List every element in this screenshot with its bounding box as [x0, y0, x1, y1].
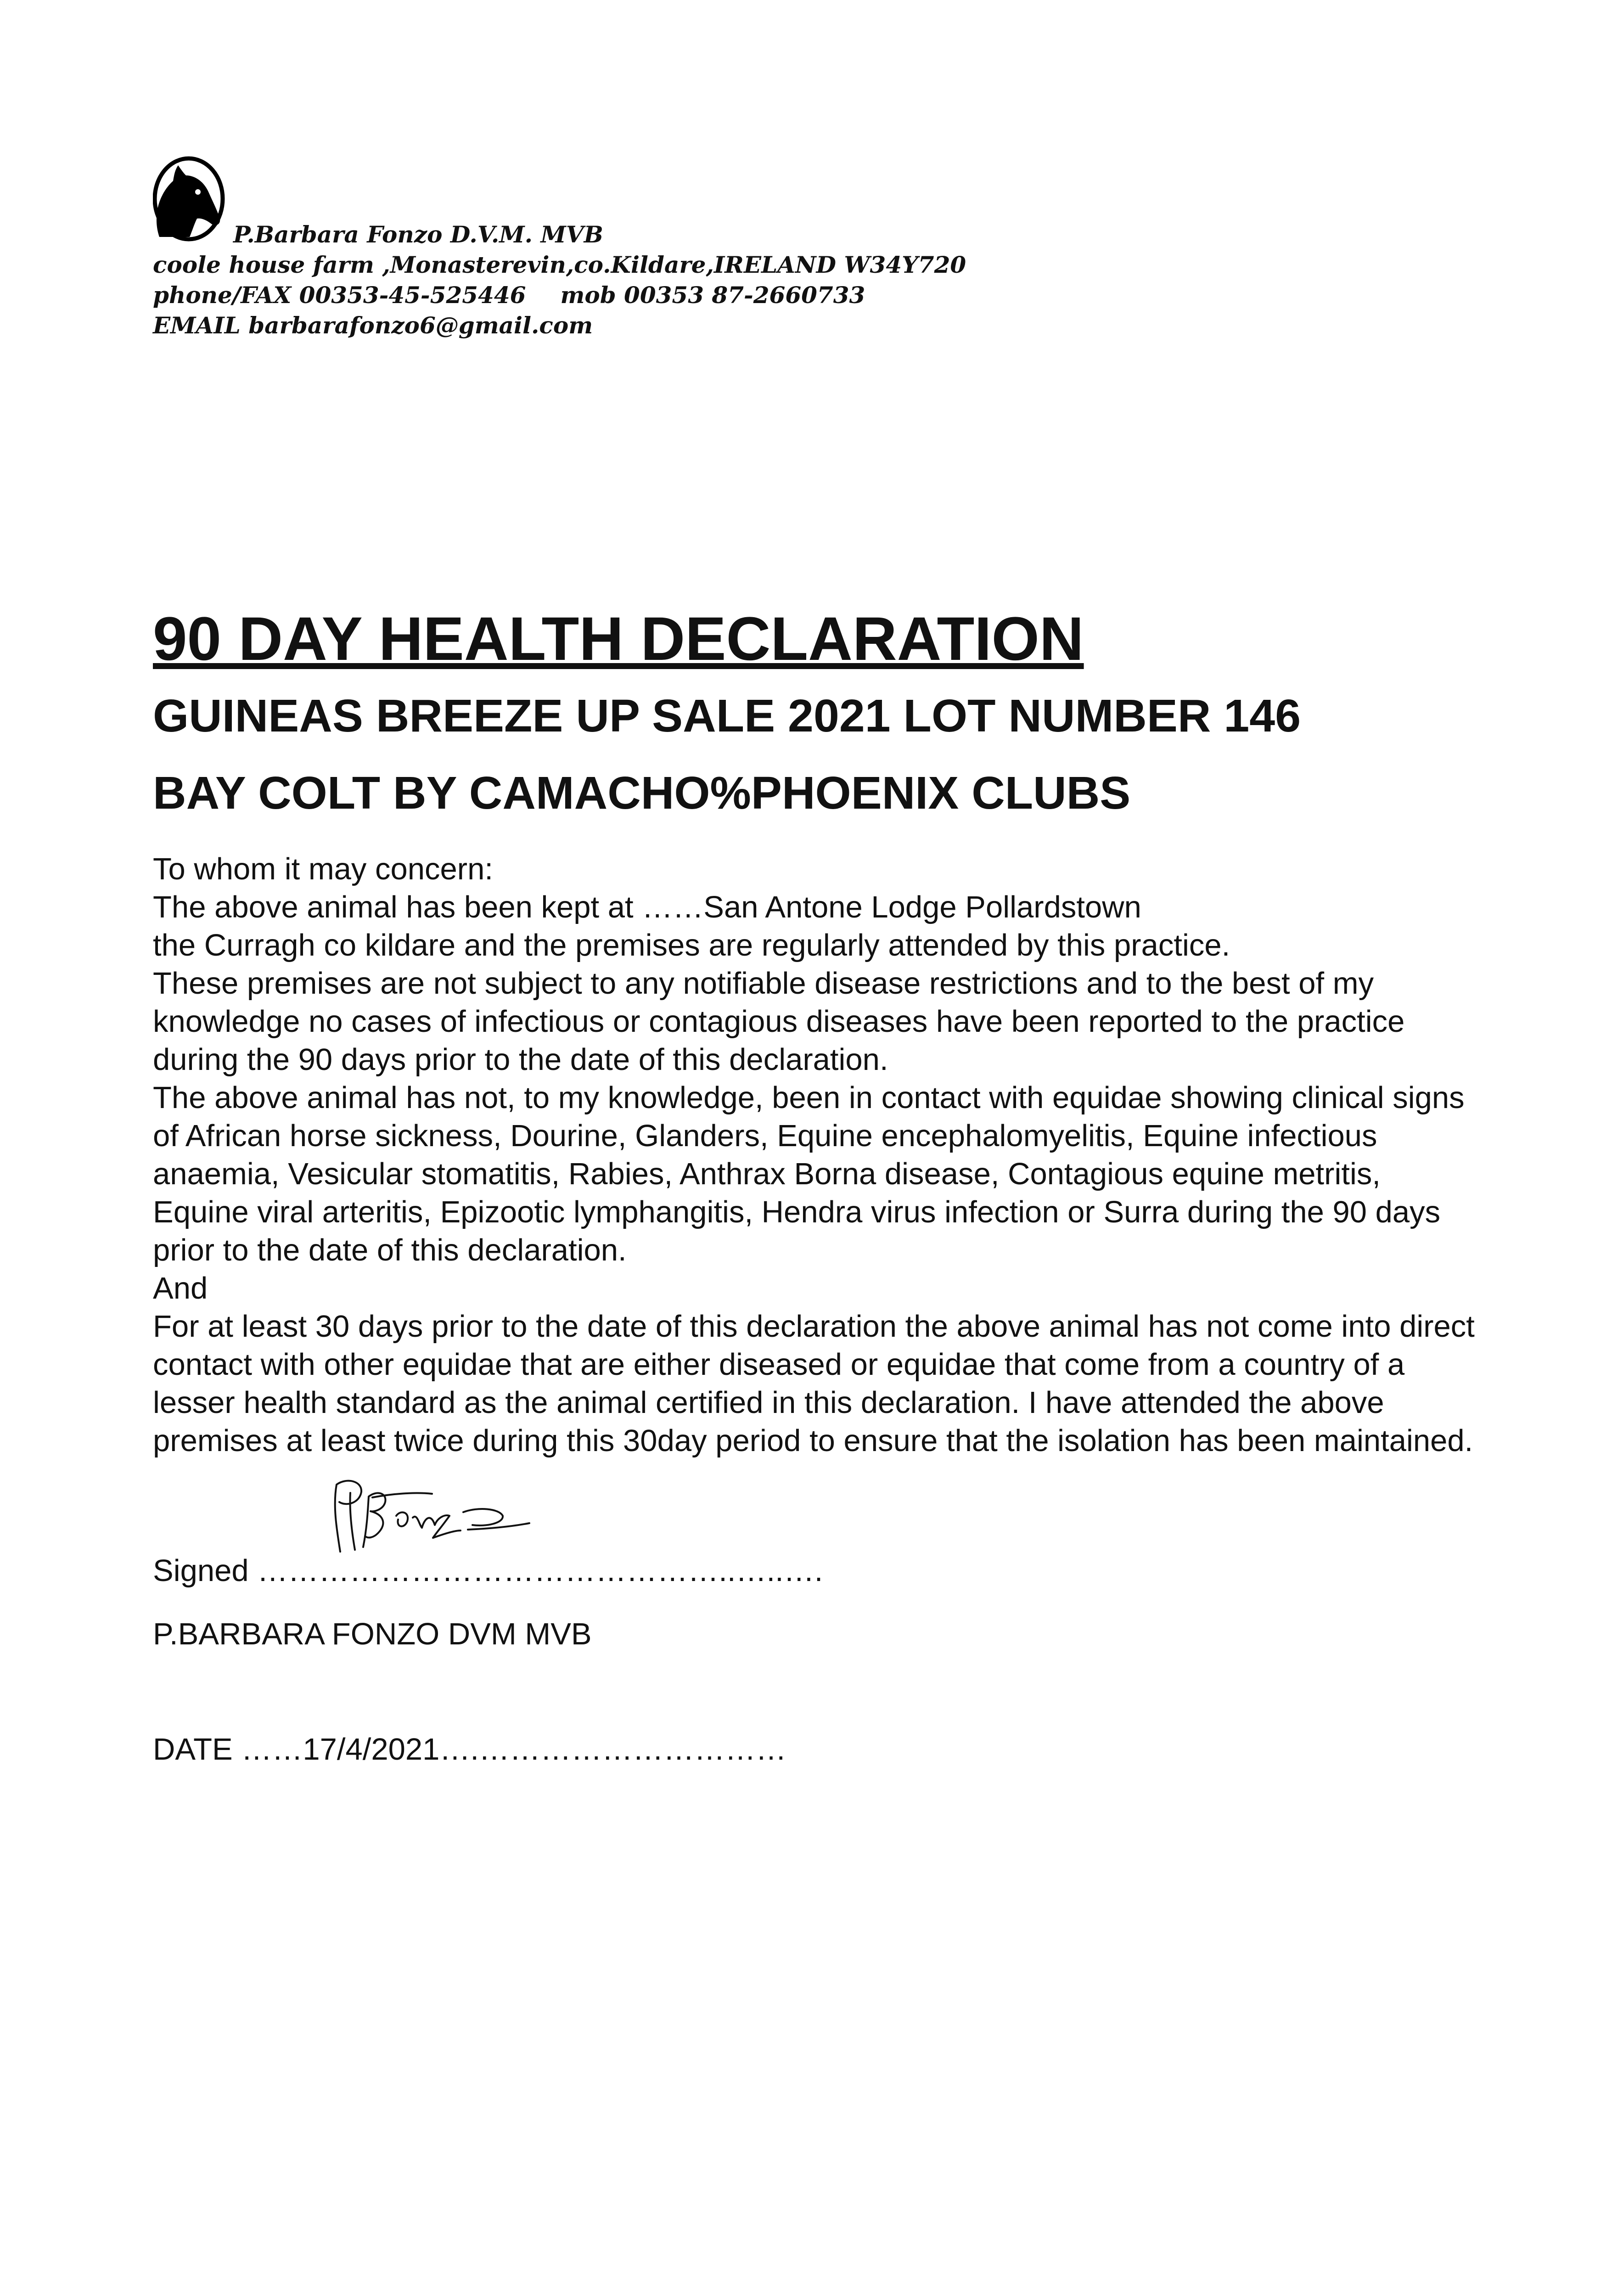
document-title: 90 DAY HEALTH DECLARATION	[153, 605, 1084, 673]
salutation: To whom it may concern:	[153, 852, 493, 886]
date-line: DATE ……17/4/2021….…………………………	[153, 1732, 787, 1767]
printed-name: P.BARBARA FONZO DVM MVB	[153, 1617, 592, 1651]
conjunction: And	[153, 1271, 208, 1306]
vet-phone-line	[153, 280, 865, 310]
contact-paragraph: The above animal has not, to my knowledge, been in contact with equidae showing clinical signs of African horse sickness, Dourine, Glanders, Equine encephalomyelitis, Equine infectious anaemia, Vesicular stomatitis, Rabies, Anthrax Borna disease, Contagious equine metritis, Equine viral arteritis, Epizootic lymphangitis, Hendra virus infection or Surra during the 90 days prior to the date of this declaration.	[153, 1080, 1465, 1267]
sale-lot-heading: GUINEAS BREEZE UP SALE 2021 LOT NUMBER 146	[153, 690, 1301, 742]
horse-heading: BAY COLT BY CAMACHO%PHOENIX CLUBS	[153, 767, 1131, 819]
horse-head-icon	[153, 155, 226, 242]
vet-mobile: mob 00353 87-2660733	[560, 281, 865, 309]
signature-block	[153, 1474, 1484, 1588]
premises-paragraph-cont: the Curragh co kildare and the premises are regularly attended by this practice.	[153, 928, 1230, 962]
isolation-paragraph: For at least 30 days prior to the date of this declaration the above animal has not come into direct contact with other equidae that are either diseased or equidae that come from a country of a lesser health standard as the animal certified in this declaration. I have attended the above premises at least twice during this 30day period to ensure that the isolation has been maintained.	[153, 1309, 1475, 1458]
premises-paragraph: The above animal has been kept at ……San Antone Lodge Pollardstown	[153, 890, 1141, 924]
vet-email: EMAIL barbarafonzo6@gmail.com	[153, 312, 593, 339]
vet-address: coole house farm ,Monasterevin,co.Kildare,IRELAND W34Y720	[153, 251, 966, 278]
signed-line: Signed ………………………………………..…..….	[153, 1553, 823, 1588]
vet-phone: phone/FAX 00353-45-525446	[153, 281, 526, 309]
restrictions-paragraph: These premises are not subject to any notifiable disease restrictions and to the best of my knowledge no cases of infectious or contagious diseases have been reported to the practice during the 90 days prior to the date of this declaration.	[153, 966, 1405, 1077]
vet-name: P.Barbara Fonzo D.V.M. MVB	[233, 221, 603, 248]
declaration-document	[153, 605, 1484, 1768]
declaration-body	[153, 850, 1484, 1460]
